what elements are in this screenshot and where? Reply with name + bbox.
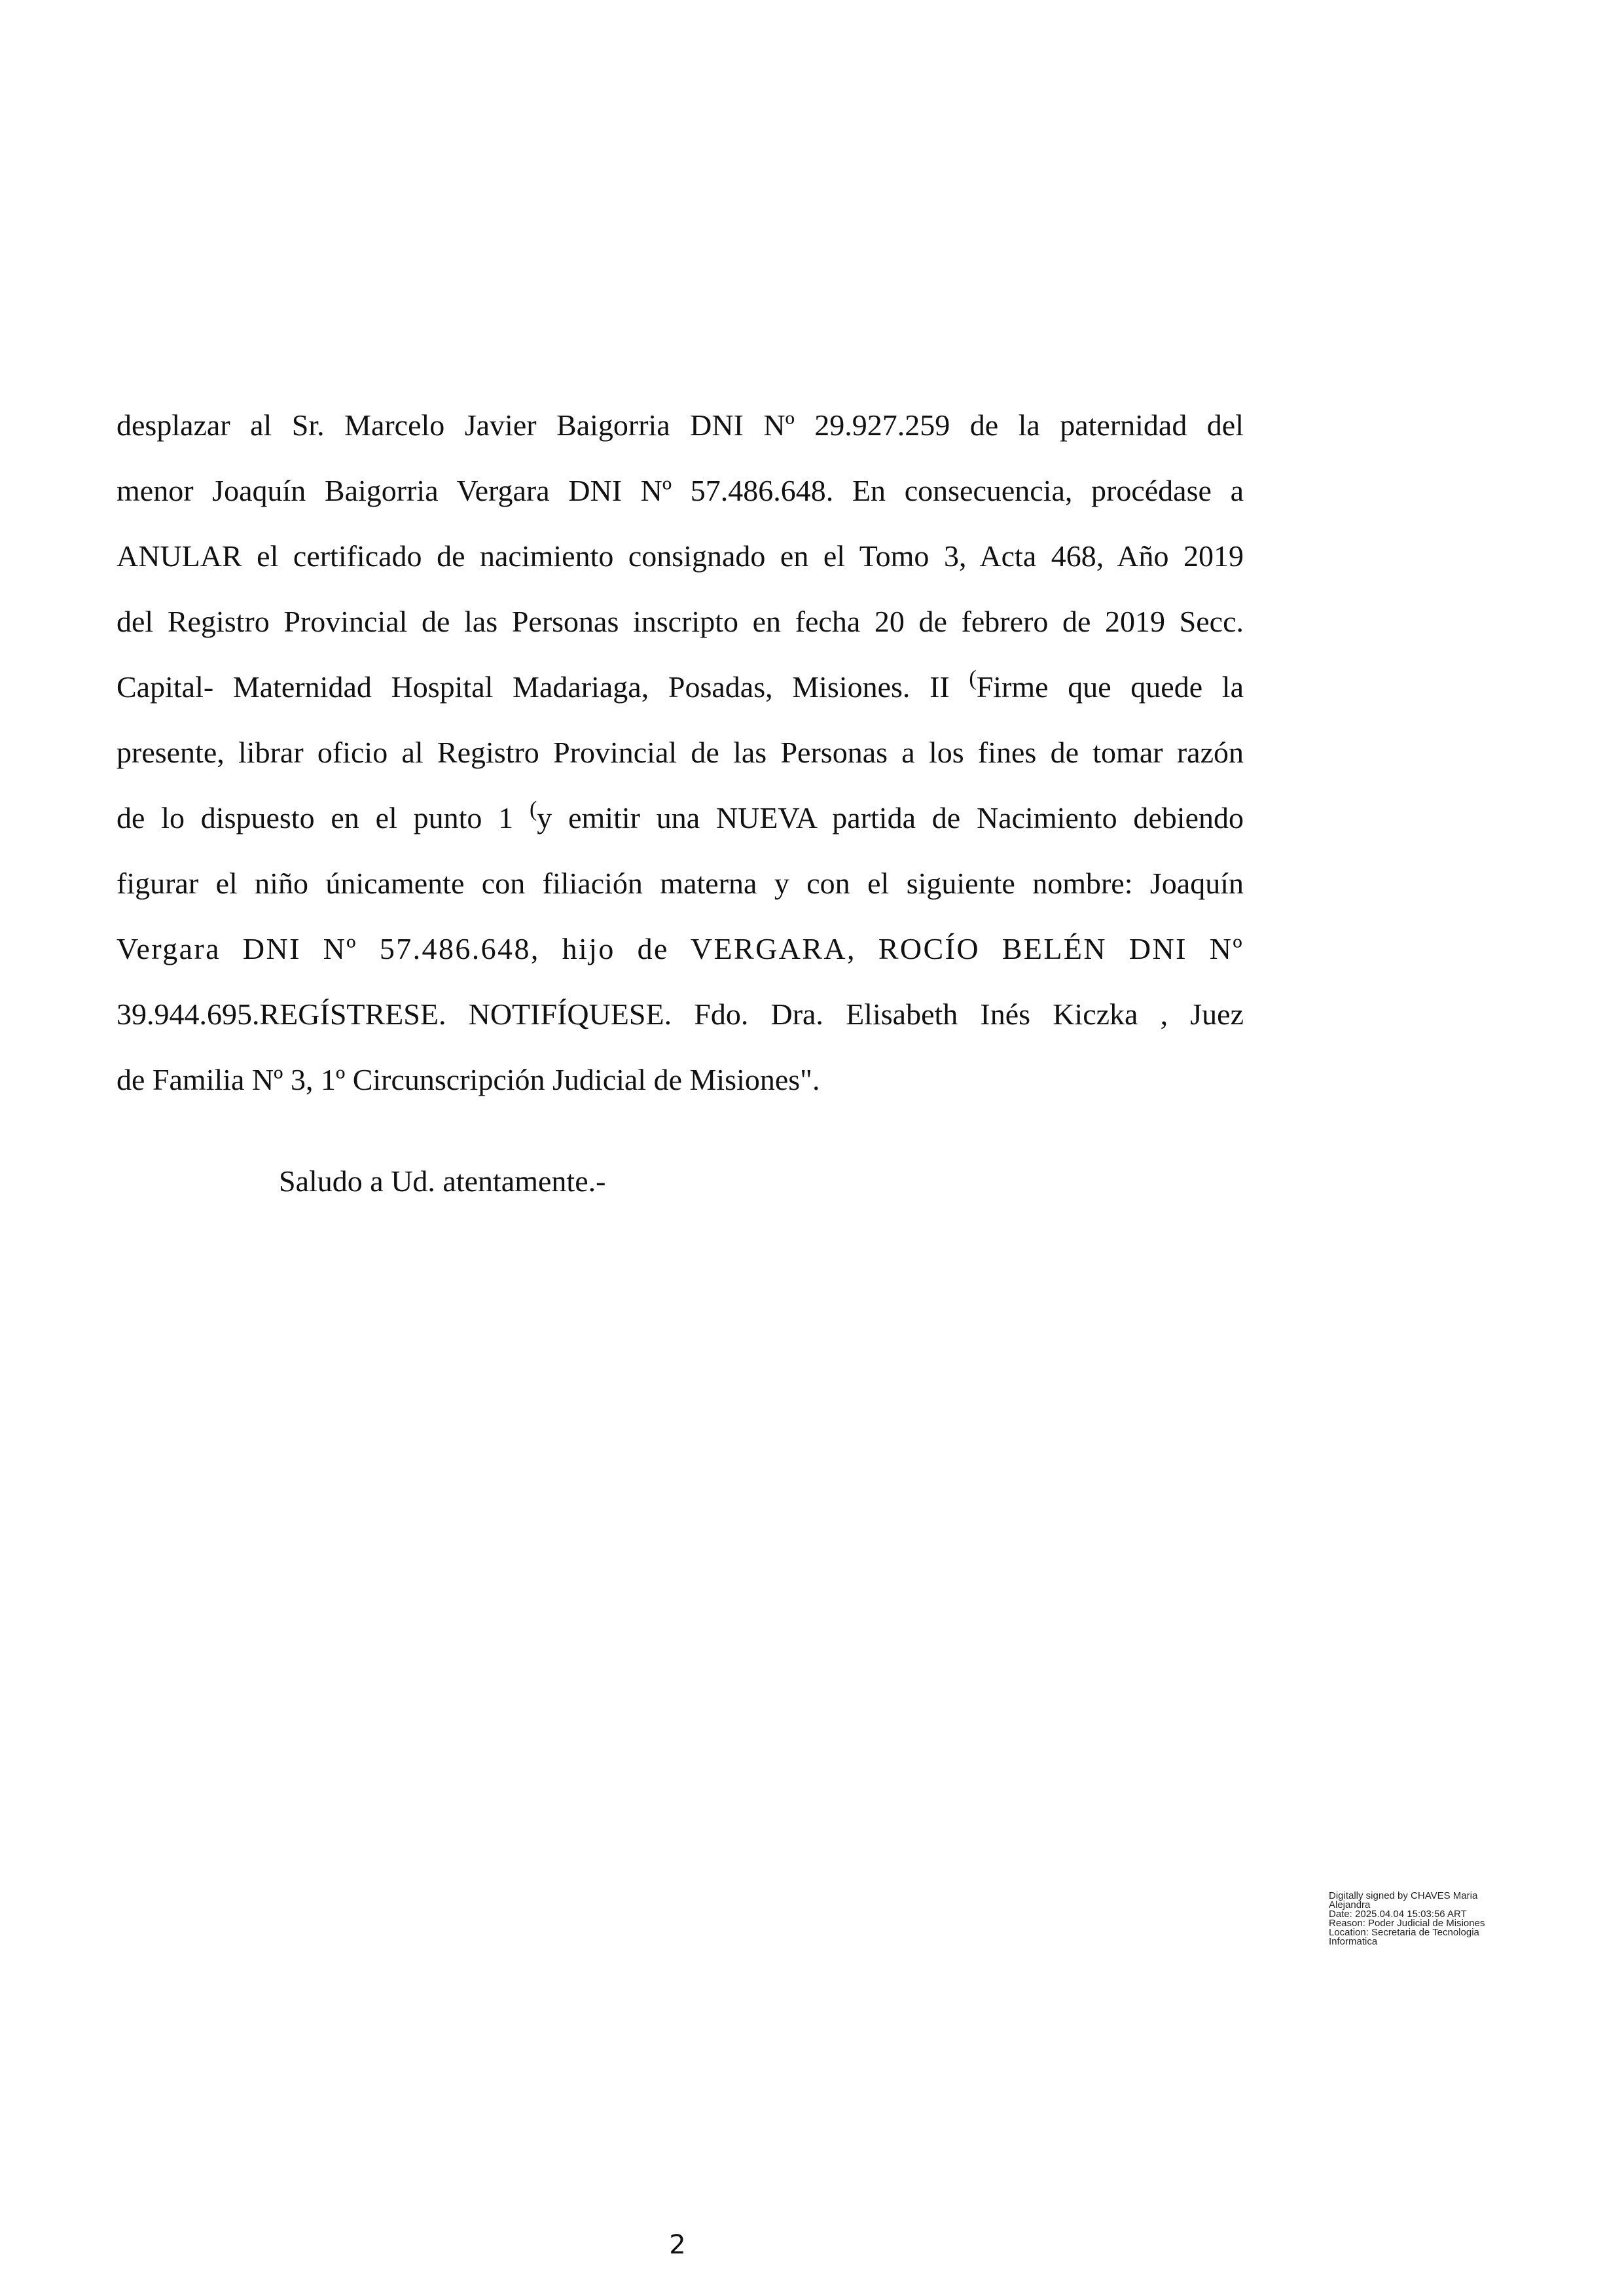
line-text: Capital- Maternidad Hospital Madariaga, Posadas, Misiones. II <box>117 670 969 704</box>
body-paragraph <box>117 393 1244 1113</box>
signature-line: Alejandra <box>1329 1899 1371 1910</box>
line-text: Firme que quede la <box>976 670 1244 704</box>
signature-line: Digitally signed by CHAVES Maria <box>1329 1890 1478 1901</box>
line-text: de lo dispuesto en el punto 1 <box>117 801 530 834</box>
superscript-parenthesis: ( <box>969 666 977 691</box>
signature-line: Reason: Poder Judicial de Misiones <box>1329 1918 1485 1929</box>
paragraph-line: menor Joaquín Baigorria Vergara DNI Nº 57.486.648. En consecuencia, procédase a <box>117 474 1244 507</box>
paragraph-line: presente, librar oficio al Registro Provincial de las Personas a los fines de tomar razón <box>117 736 1244 769</box>
paragraph-line <box>117 655 1244 720</box>
paragraph-line: figurar el niño únicamente con filiación materna y con el siguiente nombre: Joaquín <box>117 867 1244 900</box>
paragraph-line: del Registro Provincial de las Personas inscripto en fecha 20 de febrero de 2019 Secc. <box>117 605 1244 638</box>
paragraph-line: ANULAR el certificado de nacimiento consignado en el Tomo 3, Acta 468, Año 2019 <box>117 539 1244 573</box>
closing-salutation: Saludo a Ud. atentamente.- <box>279 1164 606 1198</box>
superscript-parenthesis: ( <box>529 797 537 821</box>
digital-signature-block <box>1329 1892 1532 1946</box>
line-text: y emitir una NUEVA partida de Nacimiento debiendo <box>537 801 1244 834</box>
paragraph-line: Vergara DNI Nº 57.486.648, hijo de VERGARA, ROCÍO BELÉN DNI Nº <box>117 932 1244 965</box>
signature-line: Date: 2025.04.04 15:03:56 ART <box>1329 1909 1467 1920</box>
signature-line: Location: Secretaria de Tecnologia <box>1329 1927 1479 1938</box>
paragraph-line <box>117 785 1244 851</box>
signature-line: Informatica <box>1329 1936 1378 1947</box>
paragraph-line: 39.944.695.REGÍSTRESE. NOTIFÍQUESE. Fdo. Dra. Elisabeth Inés Kiczka , Juez <box>117 997 1244 1031</box>
paragraph-line: desplazar al Sr. Marcelo Javier Baigorria DNI Nº 29.927.259 de la paternidad del <box>117 408 1244 442</box>
page-number: 2 <box>669 2230 686 2260</box>
paragraph-line: de Familia Nº 3, 1º Circunscripción Judicial de Misiones". <box>117 1063 820 1096</box>
